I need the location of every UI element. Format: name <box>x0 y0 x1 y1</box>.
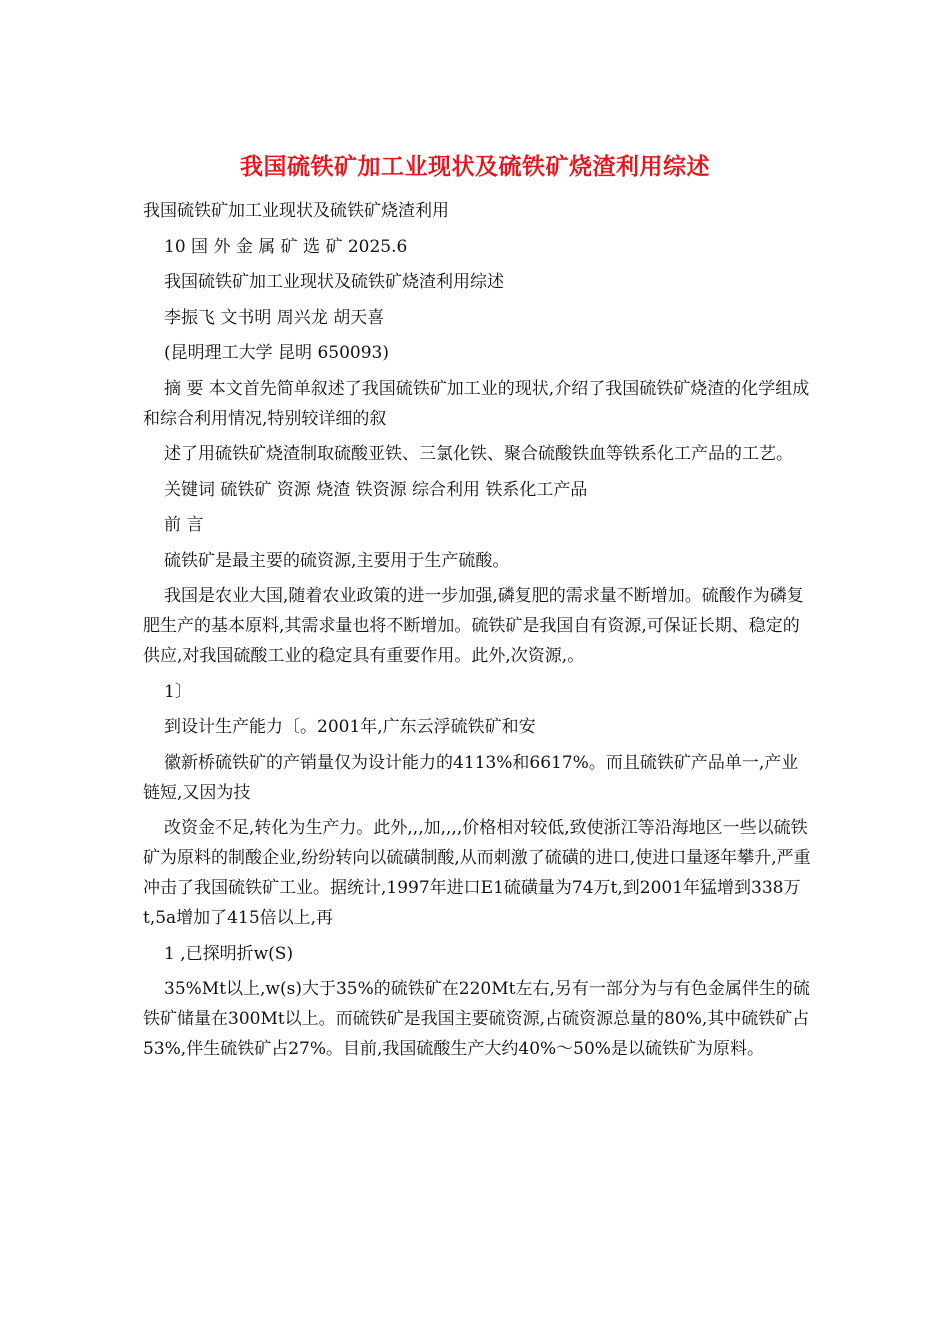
document-title: 我国硫铁矿加工业现状及硫铁矿烧渣利用综述 <box>240 153 710 180</box>
paragraph-keywords: 关键词 硫铁矿 资源 烧渣 铁资源 综合利用 铁系化工产品 <box>164 479 588 500</box>
paragraph-journal-info: 10 国 外 金 属 矿 选 矿 2025.6 <box>164 236 408 257</box>
paragraph-body: 我国是农业大国,随着农业政策的进一步加强,磷复肥的需求量不断增加。硫酸作为磷复肥生产的基本原料,其需求量也将不断增加。硫铁矿是我国自有资源,可保证长期、稳定的供应,对我国硫酸工业的稳定具有重要作用。此外,次资源,。 <box>143 586 804 666</box>
paragraph-affiliation: (昆明理工大学 昆明 650093) <box>164 343 389 363</box>
paragraph-authors: 李振飞 文书明 周兴龙 胡天喜 <box>164 307 385 328</box>
paragraph-body: 35%Mt以上,w(s)大于35%的硫铁矿在220Mt左右,另有一部分为与有色金属伴生的硫铁矿储量在300Mt以上。而硫铁矿是我国主要硫资源,占硫资源总量的80%,其中硫铁矿占53%,伴生硫铁矿占27%。目前,我国硫酸生产大约40%～50%是以硫铁矿为原料。 <box>143 979 810 1059</box>
paragraph-section-heading: 前 言 <box>164 515 204 535</box>
paragraph-article-title: 我国硫铁矿加工业现状及硫铁矿烧渣利用综述 <box>164 272 504 292</box>
paragraph-body: 改资金不足,转化为生产力。此外,,,加,,,,价格相对较低,致使浙江等沿海地区一些以硫铁矿为原料的制酸企业,纷纷转向以硫磺制酸,从而刺激了硫磺的进口,使进口量逐年攀升,严重冲击了我国硫铁矿工业。据统计,1997年进口E1硫磺量为74万t,到2001年猛增到338万t,5a增加了415倍以上,再 <box>143 818 811 928</box>
paragraph-body: 徽新桥硫铁矿的产销量仅为设计能力的4113%和6617%。而且硫铁矿产品单一,产业链短,又因为技 <box>143 752 799 803</box>
paragraph-body: 1〕 <box>164 681 192 702</box>
paragraph-body: 到设计生产能力〔。2001年,广东云浮硫铁矿和安 <box>164 717 536 737</box>
paragraph-body: 硫铁矿是最主要的硫资源,主要用于生产硫酸。 <box>164 550 510 571</box>
document-body <box>143 196 815 1070</box>
paragraph-body: 1 ,已探明折w(S) <box>164 943 294 964</box>
paragraph-abstract: 摘 要 本文首先简单叙述了我国硫铁矿加工业的现状,介绍了我国硫铁矿烧渣的化学组成和综合利用情况,特别较详细的叙 <box>143 378 810 429</box>
paragraph-abstract-continued: 述了用硫铁矿烧渣制取硫酸亚铁、三氯化铁、聚合硫酸铁血等铁系化工产品的工艺。 <box>164 444 793 464</box>
paragraph-subtitle: 我国硫铁矿加工业现状及硫铁矿烧渣利用 <box>143 201 449 221</box>
